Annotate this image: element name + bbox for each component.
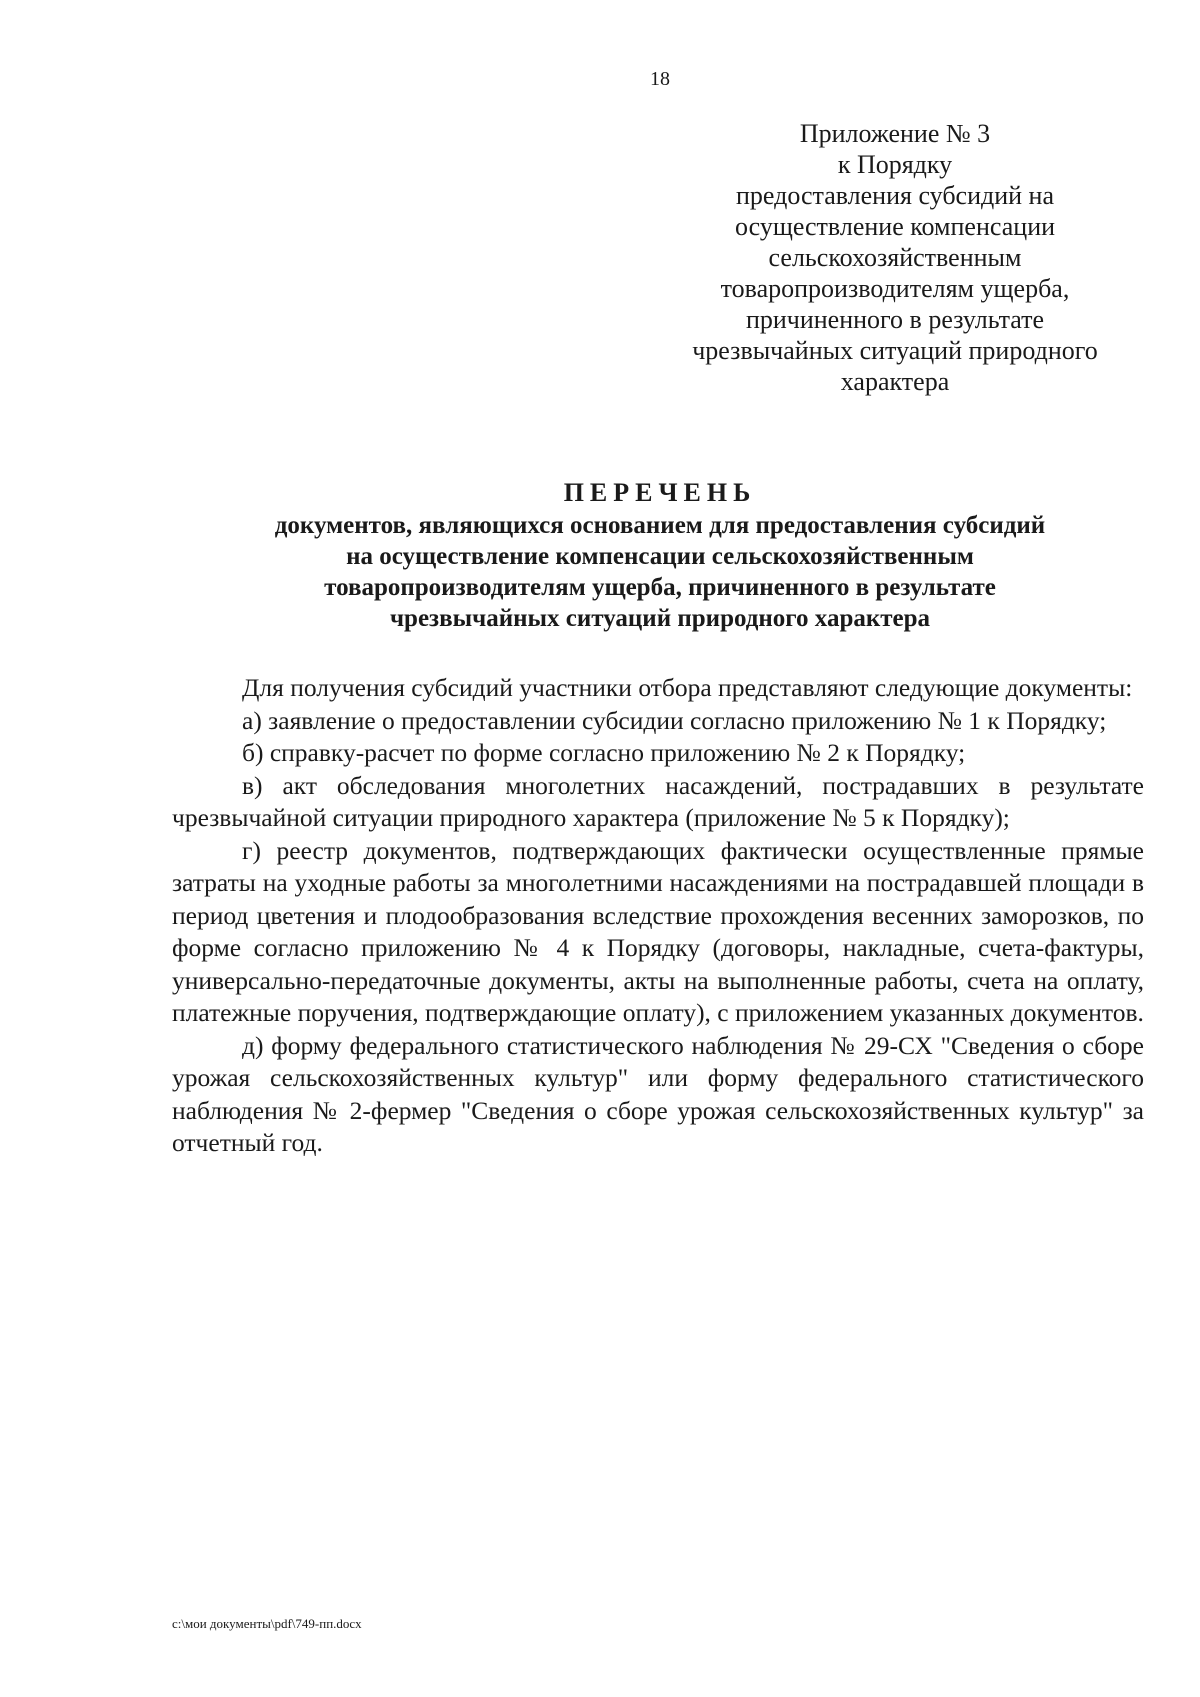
body-paragraph-g: г) реестр документов, подтверждающих фактически осуществленные прямые затраты на уходные работы за многолетними насаждениями на пострадавшей площади в период цветения и плодообразования вследствие прохождения весенних заморозков, по форме согласно приложению № 4 к Порядку (договоры, накладные, счета-фактуры, универсально-передаточные документы, акты на выполненные работы, счета на оплату, платежные поручения, подтверждающие оплату), с приложением указанных документов. xyxy=(172,835,1144,1027)
heading-line: документов, являющихся основанием для предоставления субсидий xyxy=(274,512,1046,539)
appendix-line: чрезвычайных ситуаций природного xyxy=(692,336,1098,365)
appendix-line: к Порядку xyxy=(837,150,953,179)
appendix-reference xyxy=(660,118,1130,397)
appendix-line: характера xyxy=(840,367,950,396)
body-paragraph-intro: Для получения субсидий участники отбора представляют следующие документы: xyxy=(242,673,1133,702)
document-title: ПЕРЕЧЕНЬ xyxy=(563,478,757,507)
heading-line: товаропроизводителям ущерба, причиненного в результате xyxy=(324,574,996,601)
appendix-line: сельскохозяйственным xyxy=(768,243,1022,272)
body-paragraph-b: б) справку-расчет по форме согласно приложению № 2 к Порядку; xyxy=(242,738,966,767)
body-paragraph-a: а) заявление о предоставлении субсидии согласно приложению № 1 к Порядку; xyxy=(242,705,1107,735)
file-path-footer: c:\мои документы\pdf\749-пп.docx xyxy=(172,1616,362,1631)
appendix-line: предоставления субсидий на xyxy=(735,181,1055,210)
heading-line: чрезвычайных ситуаций природного характера xyxy=(389,605,931,632)
document-body xyxy=(172,672,1144,1160)
heading-line: на осуществление компенсации сельскохозяйственным xyxy=(346,543,974,570)
appendix-line: товаропроизводителям ущерба, xyxy=(720,274,1070,303)
appendix-line: Приложение № 3 xyxy=(799,119,991,148)
appendix-line: причиненного в результате xyxy=(745,305,1045,334)
page-number: 18 xyxy=(650,68,670,90)
appendix-line: осуществление компенсации xyxy=(734,212,1056,241)
body-paragraph-d: д) форму федерального статистического наблюдения № 29-СХ "Сведения о сборе урожая сельскохозяйственных культур" или форму федерального статистического наблюдения № 2-фермер "Сведения о сборе урожая сельскохозяйственных культур" за отчетный год. xyxy=(172,1030,1144,1157)
body-paragraph-v: в) акт обследования многолетних насаждений, пострадавших в результате чрезвычайной ситуации природного характера (приложение № 5 к Порядку); xyxy=(172,770,1144,832)
document-heading xyxy=(170,477,1150,634)
